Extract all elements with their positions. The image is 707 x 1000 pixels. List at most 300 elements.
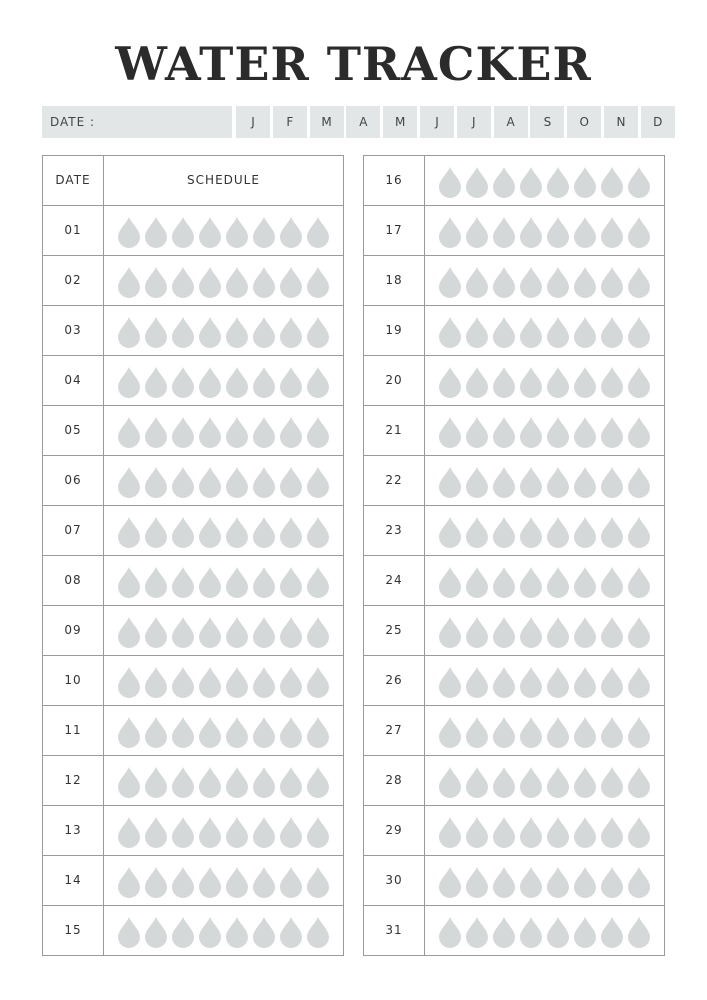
water-drop-icon[interactable]: [171, 466, 195, 498]
water-drop-icon[interactable]: [198, 916, 222, 948]
water-drop-icon[interactable]: [546, 266, 570, 298]
water-drop-icon[interactable]: [144, 216, 168, 248]
water-drop-icon[interactable]: [600, 666, 624, 698]
water-drop-icon[interactable]: [546, 166, 570, 198]
water-drop-icon[interactable]: [144, 666, 168, 698]
water-drop-icon[interactable]: [438, 666, 462, 698]
day-row: [364, 355, 664, 405]
water-drop-icon[interactable]: [198, 216, 222, 248]
water-drop-icon[interactable]: [117, 716, 141, 748]
water-drop-icon[interactable]: [438, 766, 462, 798]
water-drop-icon[interactable]: [546, 716, 570, 748]
water-drop-icon[interactable]: [465, 716, 489, 748]
water-drop-icon[interactable]: [465, 466, 489, 498]
water-drop-icon[interactable]: [306, 216, 330, 248]
water-drop-icon[interactable]: [252, 516, 276, 548]
date-field[interactable]: DATE :: [42, 106, 232, 138]
water-drop-icon[interactable]: [600, 316, 624, 348]
water-drop-icon[interactable]: [252, 666, 276, 698]
water-drop-icon[interactable]: [306, 266, 330, 298]
water-drop-icon[interactable]: [252, 916, 276, 948]
water-drop-icon[interactable]: [117, 916, 141, 948]
month-selector[interactable]: J: [236, 106, 270, 138]
water-drop-icon[interactable]: [144, 466, 168, 498]
water-drop-icon[interactable]: [279, 466, 303, 498]
month-selector[interactable]: D: [641, 106, 675, 138]
water-drop-icon[interactable]: [225, 466, 249, 498]
water-drop-icon[interactable]: [252, 866, 276, 898]
water-drop-icon[interactable]: [627, 816, 651, 848]
day-number: 08: [43, 556, 104, 605]
day-number: 25: [364, 606, 425, 655]
water-drop-icon[interactable]: [519, 216, 543, 248]
water-drop-icon[interactable]: [117, 766, 141, 798]
water-drop-icon[interactable]: [519, 366, 543, 398]
water-drop-icon[interactable]: [306, 366, 330, 398]
water-drop-icon[interactable]: [279, 566, 303, 598]
water-drop-icon[interactable]: [171, 216, 195, 248]
water-drop-icon[interactable]: [117, 216, 141, 248]
water-drop-icon[interactable]: [546, 616, 570, 648]
water-drop-icon[interactable]: [627, 616, 651, 648]
water-drop-icon[interactable]: [144, 616, 168, 648]
water-drop-icon[interactable]: [465, 366, 489, 398]
water-drop-icon[interactable]: [144, 866, 168, 898]
water-drop-icon[interactable]: [117, 866, 141, 898]
water-drop-icon[interactable]: [225, 266, 249, 298]
water-drop-icon[interactable]: [627, 166, 651, 198]
water-drop-icon[interactable]: [225, 916, 249, 948]
tracker-table-right: [363, 155, 665, 956]
water-drop-icon[interactable]: [492, 166, 516, 198]
water-drop-icon[interactable]: [279, 316, 303, 348]
water-drop-icon[interactable]: [438, 166, 462, 198]
schedule-cell: [104, 456, 343, 505]
water-drop-icon[interactable]: [492, 466, 516, 498]
water-drop-icon[interactable]: [279, 716, 303, 748]
water-drop-icon[interactable]: [519, 816, 543, 848]
water-drop-icon[interactable]: [546, 316, 570, 348]
water-drop-icon[interactable]: [279, 766, 303, 798]
water-drop-icon[interactable]: [252, 216, 276, 248]
day-row: [43, 855, 343, 905]
month-selector[interactable]: F: [273, 106, 307, 138]
water-drop-icon[interactable]: [492, 516, 516, 548]
water-drop-icon[interactable]: [627, 366, 651, 398]
water-drop-icon[interactable]: [438, 516, 462, 548]
day-row: [43, 405, 343, 455]
water-drop-icon[interactable]: [438, 266, 462, 298]
water-drop-icon[interactable]: [198, 766, 222, 798]
water-drop-icon[interactable]: [627, 566, 651, 598]
day-number: 04: [43, 356, 104, 405]
water-drop-icon[interactable]: [279, 666, 303, 698]
water-drop-icon[interactable]: [492, 716, 516, 748]
water-drop-icon[interactable]: [144, 566, 168, 598]
water-drop-icon[interactable]: [306, 516, 330, 548]
water-drop-icon[interactable]: [198, 866, 222, 898]
water-drop-icon[interactable]: [519, 416, 543, 448]
water-drop-icon[interactable]: [492, 916, 516, 948]
water-drop-icon[interactable]: [546, 366, 570, 398]
water-drop-icon[interactable]: [198, 716, 222, 748]
water-drop-icon[interactable]: [171, 716, 195, 748]
water-drop-icon[interactable]: [600, 266, 624, 298]
water-drop-icon[interactable]: [600, 466, 624, 498]
day-row: [43, 705, 343, 755]
day-number: 14: [43, 856, 104, 905]
water-drop-icon[interactable]: [438, 616, 462, 648]
water-drop-icon[interactable]: [171, 766, 195, 798]
water-drop-icon[interactable]: [465, 166, 489, 198]
day-row: [364, 655, 664, 705]
water-drop-icon[interactable]: [465, 666, 489, 698]
water-drop-icon[interactable]: [573, 766, 597, 798]
water-drop-icon[interactable]: [225, 666, 249, 698]
water-drop-icon[interactable]: [306, 816, 330, 848]
water-drop-icon[interactable]: [573, 466, 597, 498]
water-drop-icon[interactable]: [225, 416, 249, 448]
water-drop-icon[interactable]: [117, 416, 141, 448]
water-drop-icon[interactable]: [279, 416, 303, 448]
water-drop-icon[interactable]: [117, 816, 141, 848]
schedule-cell: [425, 706, 664, 755]
water-drop-icon[interactable]: [252, 616, 276, 648]
water-drop-icon[interactable]: [438, 716, 462, 748]
water-drop-icon[interactable]: [600, 816, 624, 848]
water-drop-icon[interactable]: [306, 616, 330, 648]
water-drop-icon[interactable]: [465, 866, 489, 898]
water-drop-icon[interactable]: [627, 466, 651, 498]
water-drop-icon[interactable]: [144, 316, 168, 348]
water-drop-icon[interactable]: [225, 316, 249, 348]
water-drop-icon[interactable]: [546, 866, 570, 898]
water-drop-icon[interactable]: [225, 216, 249, 248]
water-drop-icon[interactable]: [279, 866, 303, 898]
month-selector[interactable]: A: [494, 106, 528, 138]
water-drop-icon[interactable]: [117, 266, 141, 298]
water-drop-icon[interactable]: [465, 516, 489, 548]
water-drop-icon[interactable]: [492, 666, 516, 698]
day-row: [43, 605, 343, 655]
water-drop-icon[interactable]: [627, 766, 651, 798]
month-selector[interactable]: J: [457, 106, 491, 138]
water-drop-icon[interactable]: [627, 716, 651, 748]
water-drop-icon[interactable]: [600, 916, 624, 948]
water-drop-icon[interactable]: [519, 266, 543, 298]
water-drop-icon[interactable]: [573, 316, 597, 348]
water-drop-icon[interactable]: [252, 566, 276, 598]
water-drop-icon[interactable]: [546, 216, 570, 248]
water-drop-icon[interactable]: [492, 366, 516, 398]
water-drop-icon[interactable]: [600, 566, 624, 598]
water-drop-icon[interactable]: [573, 716, 597, 748]
schedule-cell: [425, 206, 664, 255]
water-drop-icon[interactable]: [600, 516, 624, 548]
water-drop-icon[interactable]: [573, 866, 597, 898]
schedule-cell: [425, 506, 664, 555]
water-drop-icon[interactable]: [144, 766, 168, 798]
schedule-cell: [104, 306, 343, 355]
water-drop-icon[interactable]: [198, 616, 222, 648]
water-drop-icon[interactable]: [198, 266, 222, 298]
water-drop-icon[interactable]: [279, 816, 303, 848]
water-drop-icon[interactable]: [573, 166, 597, 198]
water-drop-icon[interactable]: [279, 516, 303, 548]
water-drop-icon[interactable]: [492, 616, 516, 648]
schedule-cell: [104, 656, 343, 705]
water-drop-icon[interactable]: [600, 166, 624, 198]
water-drop-icon[interactable]: [252, 316, 276, 348]
day-row: [364, 805, 664, 855]
water-drop-icon[interactable]: [279, 616, 303, 648]
water-drop-icon[interactable]: [117, 516, 141, 548]
water-drop-icon[interactable]: [546, 516, 570, 548]
day-row: [364, 205, 664, 255]
water-drop-icon[interactable]: [306, 866, 330, 898]
water-drop-icon[interactable]: [573, 616, 597, 648]
water-drop-icon[interactable]: [438, 916, 462, 948]
water-drop-icon[interactable]: [573, 666, 597, 698]
schedule-cell: [425, 856, 664, 905]
water-drop-icon[interactable]: [225, 366, 249, 398]
water-drop-icon[interactable]: [627, 216, 651, 248]
day-number: 30: [364, 856, 425, 905]
water-drop-icon[interactable]: [465, 316, 489, 348]
water-drop-icon[interactable]: [144, 916, 168, 948]
day-number: 19: [364, 306, 425, 355]
water-drop-icon[interactable]: [225, 616, 249, 648]
water-drop-icon[interactable]: [465, 916, 489, 948]
water-drop-icon[interactable]: [306, 566, 330, 598]
water-drop-icon[interactable]: [117, 316, 141, 348]
water-drop-icon[interactable]: [546, 816, 570, 848]
water-drop-icon[interactable]: [546, 916, 570, 948]
water-drop-icon[interactable]: [627, 316, 651, 348]
month-selector[interactable]: O: [567, 106, 601, 138]
water-drop-icon[interactable]: [198, 366, 222, 398]
water-drop-icon[interactable]: [252, 366, 276, 398]
water-drop-icon[interactable]: [627, 516, 651, 548]
water-drop-icon[interactable]: [492, 566, 516, 598]
month-selector[interactable]: S: [530, 106, 564, 138]
water-drop-icon[interactable]: [144, 266, 168, 298]
water-drop-icon[interactable]: [144, 516, 168, 548]
water-drop-icon[interactable]: [492, 316, 516, 348]
water-drop-icon[interactable]: [519, 766, 543, 798]
water-drop-icon[interactable]: [546, 766, 570, 798]
water-drop-icon[interactable]: [171, 366, 195, 398]
schedule-cell: [425, 456, 664, 505]
water-drop-icon[interactable]: [573, 566, 597, 598]
water-drop-icon[interactable]: [600, 766, 624, 798]
water-drop-icon[interactable]: [306, 916, 330, 948]
page-title: WATER TRACKER: [115, 37, 592, 91]
day-row: [43, 905, 343, 955]
water-drop-icon[interactable]: [225, 716, 249, 748]
water-drop-icon[interactable]: [519, 666, 543, 698]
month-selector[interactable]: M: [383, 106, 417, 138]
water-drop-icon[interactable]: [465, 816, 489, 848]
water-drop-icon[interactable]: [438, 816, 462, 848]
month-selector[interactable]: A: [346, 106, 380, 138]
water-drop-icon[interactable]: [438, 216, 462, 248]
day-number: 01: [43, 206, 104, 255]
water-drop-icon[interactable]: [519, 566, 543, 598]
water-drop-icon[interactable]: [252, 466, 276, 498]
water-drop-icon[interactable]: [519, 516, 543, 548]
water-drop-icon[interactable]: [600, 416, 624, 448]
water-drop-icon[interactable]: [465, 766, 489, 798]
water-drop-icon[interactable]: [306, 466, 330, 498]
water-drop-icon[interactable]: [519, 166, 543, 198]
water-drop-icon[interactable]: [627, 416, 651, 448]
water-drop-icon[interactable]: [171, 566, 195, 598]
water-drop-icon[interactable]: [573, 366, 597, 398]
water-drop-icon[interactable]: [519, 866, 543, 898]
water-drop-icon[interactable]: [492, 766, 516, 798]
water-drop-icon[interactable]: [573, 416, 597, 448]
day-row: [364, 755, 664, 805]
water-drop-icon[interactable]: [198, 416, 222, 448]
water-drop-icon[interactable]: [600, 866, 624, 898]
water-drop-icon[interactable]: [438, 416, 462, 448]
month-selector[interactable]: M: [310, 106, 344, 138]
water-drop-icon[interactable]: [171, 316, 195, 348]
water-drop-icon[interactable]: [144, 416, 168, 448]
water-drop-icon[interactable]: [117, 466, 141, 498]
water-drop-icon[interactable]: [252, 266, 276, 298]
water-drop-icon[interactable]: [492, 816, 516, 848]
water-drop-icon[interactable]: [573, 266, 597, 298]
water-drop-icon[interactable]: [546, 416, 570, 448]
day-row: [364, 855, 664, 905]
water-drop-icon[interactable]: [600, 716, 624, 748]
water-drop-icon[interactable]: [252, 766, 276, 798]
water-drop-icon[interactable]: [198, 466, 222, 498]
water-drop-icon[interactable]: [252, 416, 276, 448]
schedule-cell: [425, 406, 664, 455]
schedule-cell: [425, 256, 664, 305]
water-drop-icon[interactable]: [117, 616, 141, 648]
month-selector[interactable]: N: [604, 106, 638, 138]
water-drop-icon[interactable]: [171, 516, 195, 548]
water-drop-icon[interactable]: [438, 866, 462, 898]
water-drop-icon[interactable]: [171, 866, 195, 898]
day-row: [364, 156, 664, 205]
water-drop-icon[interactable]: [144, 816, 168, 848]
water-drop-icon[interactable]: [279, 266, 303, 298]
water-drop-icon[interactable]: [627, 916, 651, 948]
water-drop-icon[interactable]: [171, 666, 195, 698]
water-drop-icon[interactable]: [171, 416, 195, 448]
water-drop-icon[interactable]: [465, 216, 489, 248]
water-drop-icon[interactable]: [198, 516, 222, 548]
water-drop-icon[interactable]: [573, 916, 597, 948]
water-drop-icon[interactable]: [171, 816, 195, 848]
water-drop-icon[interactable]: [546, 566, 570, 598]
water-drop-icon[interactable]: [600, 216, 624, 248]
water-drop-icon[interactable]: [546, 466, 570, 498]
water-drop-icon[interactable]: [519, 316, 543, 348]
water-drop-icon[interactable]: [492, 866, 516, 898]
water-drop-icon[interactable]: [279, 366, 303, 398]
schedule-cell: [104, 206, 343, 255]
water-drop-icon[interactable]: [519, 716, 543, 748]
month-selector[interactable]: J: [420, 106, 454, 138]
water-drop-icon[interactable]: [492, 416, 516, 448]
water-drop-icon[interactable]: [171, 616, 195, 648]
water-drop-icon[interactable]: [519, 466, 543, 498]
water-drop-icon[interactable]: [198, 316, 222, 348]
water-drop-icon[interactable]: [279, 916, 303, 948]
water-drop-icon[interactable]: [198, 566, 222, 598]
day-row: [364, 905, 664, 955]
water-drop-icon[interactable]: [573, 516, 597, 548]
water-drop-icon[interactable]: [117, 366, 141, 398]
day-row: [364, 405, 664, 455]
water-drop-icon[interactable]: [171, 916, 195, 948]
water-drop-icon[interactable]: [465, 266, 489, 298]
day-number: 20: [364, 356, 425, 405]
water-drop-icon[interactable]: [225, 516, 249, 548]
water-drop-icon[interactable]: [171, 266, 195, 298]
water-drop-icon[interactable]: [117, 666, 141, 698]
water-drop-icon[interactable]: [519, 616, 543, 648]
water-drop-icon[interactable]: [306, 316, 330, 348]
water-drop-icon[interactable]: [438, 316, 462, 348]
water-drop-icon[interactable]: [198, 666, 222, 698]
water-drop-icon[interactable]: [306, 716, 330, 748]
water-drop-icon[interactable]: [225, 866, 249, 898]
water-drop-icon[interactable]: [600, 616, 624, 648]
water-drop-icon[interactable]: [225, 766, 249, 798]
water-drop-icon[interactable]: [492, 216, 516, 248]
water-drop-icon[interactable]: [627, 866, 651, 898]
water-drop-icon[interactable]: [465, 566, 489, 598]
water-drop-icon[interactable]: [144, 366, 168, 398]
water-drop-icon[interactable]: [465, 616, 489, 648]
water-drop-icon[interactable]: [306, 666, 330, 698]
day-number: 29: [364, 806, 425, 855]
water-drop-icon[interactable]: [438, 566, 462, 598]
water-drop-icon[interactable]: [117, 566, 141, 598]
water-drop-icon[interactable]: [492, 266, 516, 298]
water-drop-icon[interactable]: [573, 816, 597, 848]
water-drop-icon[interactable]: [573, 216, 597, 248]
day-number: 27: [364, 706, 425, 755]
water-drop-icon[interactable]: [252, 716, 276, 748]
water-drop-icon[interactable]: [546, 666, 570, 698]
water-drop-icon[interactable]: [465, 416, 489, 448]
water-drop-icon[interactable]: [198, 816, 222, 848]
water-drop-icon[interactable]: [279, 216, 303, 248]
water-drop-icon[interactable]: [252, 816, 276, 848]
water-drop-icon[interactable]: [519, 916, 543, 948]
schedule-cell: [425, 756, 664, 805]
water-drop-icon[interactable]: [306, 416, 330, 448]
water-drop-icon[interactable]: [438, 466, 462, 498]
water-drop-icon[interactable]: [627, 666, 651, 698]
water-drop-icon[interactable]: [627, 266, 651, 298]
water-drop-icon[interactable]: [600, 366, 624, 398]
water-drop-icon[interactable]: [225, 566, 249, 598]
water-drop-icon[interactable]: [144, 716, 168, 748]
day-row: [43, 655, 343, 705]
water-drop-icon[interactable]: [225, 816, 249, 848]
water-drop-icon[interactable]: [438, 366, 462, 398]
water-drop-icon[interactable]: [306, 766, 330, 798]
